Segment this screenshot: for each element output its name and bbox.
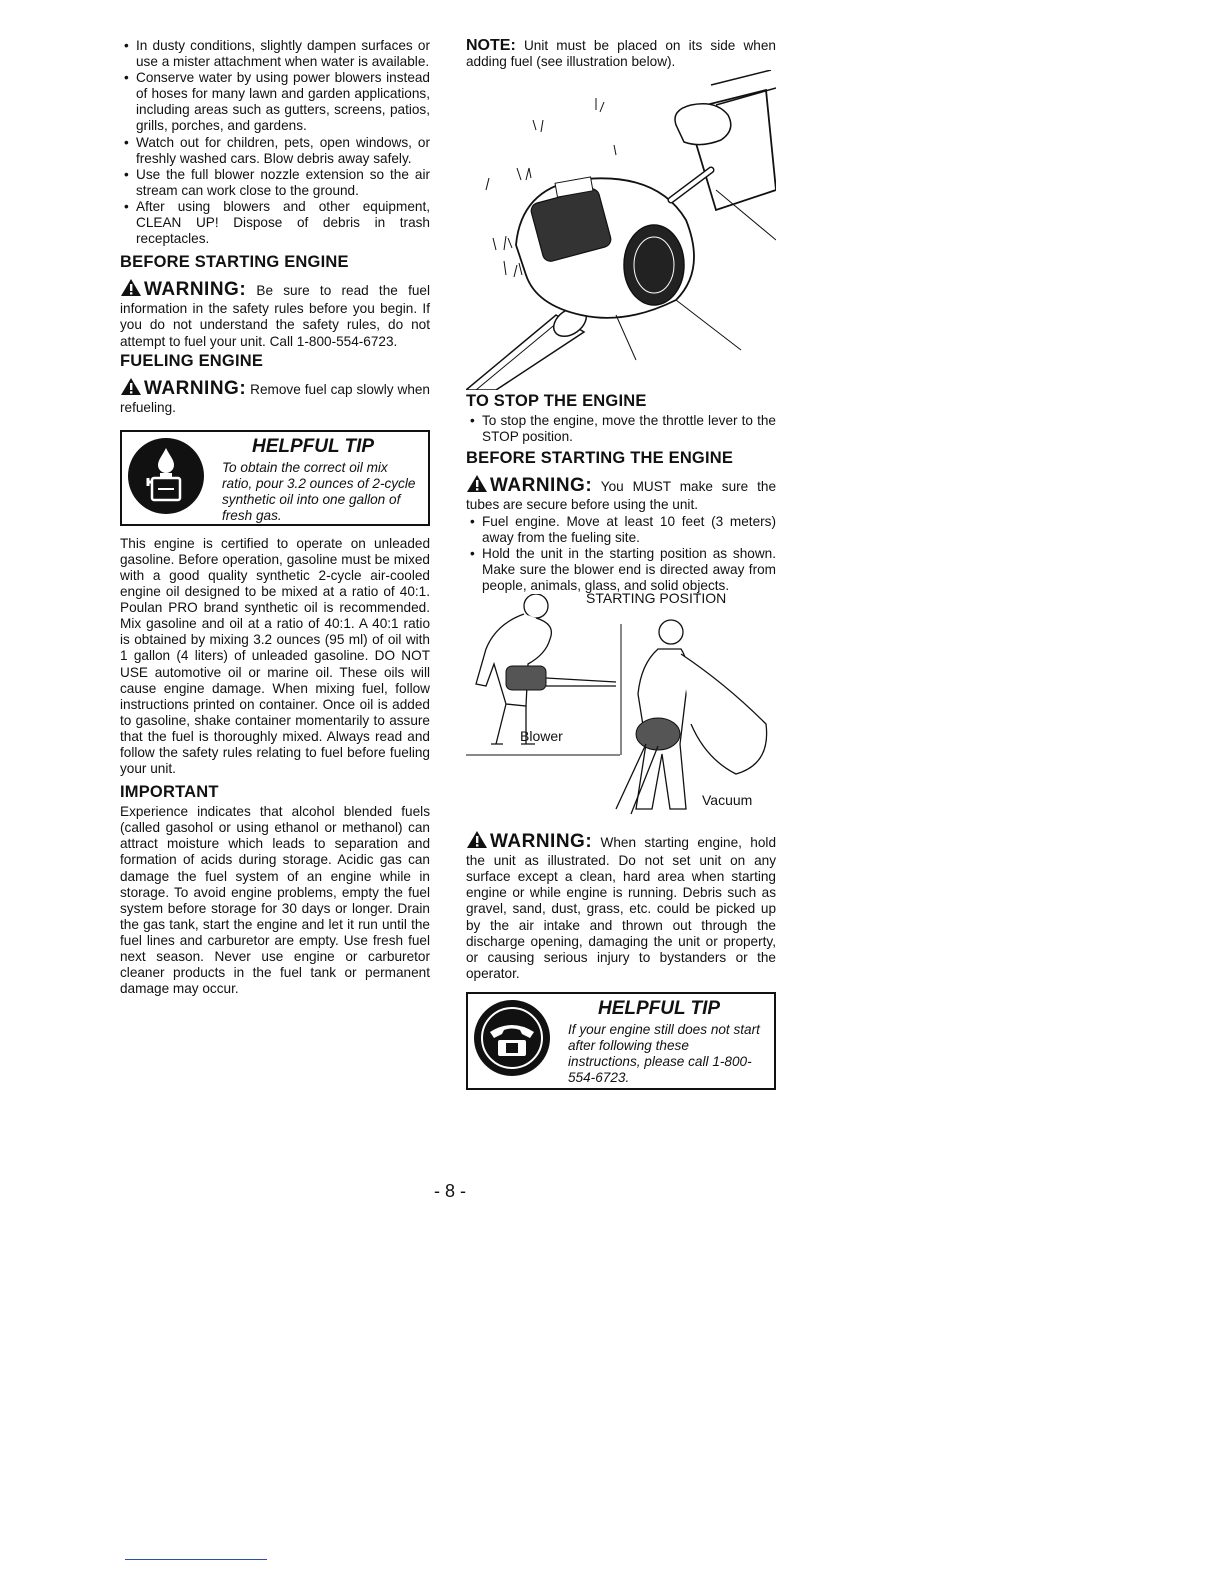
section-heading-stop: TO STOP THE ENGINE	[466, 392, 647, 411]
tip-text: To obtain the correct oil mix ratio, pour 3.2 ounces of 2-cycle synthetic oil into one gallon of fresh gas.	[222, 459, 416, 523]
helpful-tip-box	[120, 430, 430, 526]
section-heading-before-starting: BEFORE STARTING ENGINE	[120, 253, 349, 272]
warning-text: When starting engine, hold the unit as illustrated. Do not set unit on any surface except a clean, hard area when starting engine or while engine is running. Debris such as gravel, sand, dust, grass, etc. could be picked up by the air intake and thrown out through the discharge opening, damaging the unit or property, or causing serious injury to bystanders or the operator.	[466, 835, 777, 981]
tip-title: HELPFUL TIP	[252, 435, 375, 457]
list-item: • Use the full blower nozzle extension so the air stream can work close to the ground.	[136, 167, 430, 199]
footer-line	[125, 1559, 267, 1560]
note-block	[466, 38, 776, 70]
list-item: • Hold the unit in the starting position as shown. Make sure the blower end is directed away from people, animals, glass, and solid objects.	[482, 546, 776, 594]
stop-list	[466, 413, 776, 445]
warning-block	[120, 278, 430, 349]
warning-text: Remove fuel cap slowly when refueling.	[120, 381, 430, 415]
list-item: • Conserve water by using power blowers instead of hoses for many lawn and garden applications, including areas such as gutters, screens, patios, grills, porches, and gardens.	[136, 70, 430, 134]
warning-text: Be sure to read the fuel information in the safety rules before you begin. If you do not understand the safety rules, do not attempt to fuel your unit. Call 1-800-554-6723.	[120, 283, 430, 349]
warning-label: WARNING:	[490, 475, 593, 497]
engine-paragraph: This engine is certified to operate on unleaded gasoline. Before operation, gasoline must be mixed with a good quality synthetic 2-cycle air-cooled engine oil designed to be mixed at a ratio of 40:1. Poulan PRO brand synthetic oil is recommended. Mix gasoline and oil at a ratio of 40:1. A 40:1 ratio is obtained by mixing 3.2 ounces (95 ml) of oil with 1 gallon (4 liters) of unleaded gasoline. DO NOT USE automotive oil or marine oil. These oils will cause engine damage. When mixing fuel, follow instructions printed on container. Once oil is added to gasoline, shake container momentarily to assure that the fuel is thoroughly mixed. Always read and follow the safety rules relating to fuel before fueling your unit.	[120, 535, 430, 777]
page-number: - 8 -	[433, 1181, 466, 1201]
start-list	[466, 514, 776, 594]
tip-title: HELPFUL TIP	[598, 997, 721, 1019]
tips-list	[120, 38, 430, 247]
list-item: • In dusty conditions, slightly dampen surfaces or use a mister attachment when water is available.	[136, 38, 430, 70]
warning-triangle-icon	[120, 377, 142, 400]
section-heading-important: IMPORTANT	[120, 783, 219, 802]
figure-title: STARTING POSITION	[586, 590, 727, 607]
warning-text: You MUST make sure the tubes are secure before using the unit.	[466, 479, 776, 513]
figure-label-vacuum: Vacuum	[702, 792, 753, 809]
warning-block	[466, 830, 776, 982]
section-heading-before-starting-engine: BEFORE STARTING THE ENGINE	[466, 449, 734, 468]
warning-label: WARNING:	[144, 279, 247, 301]
note-label: NOTE:	[466, 37, 516, 54]
warning-triangle-icon	[120, 278, 142, 301]
right-column	[466, 38, 776, 1100]
figure-label-blower: Blower	[520, 728, 563, 745]
list-item: • After using blowers and other equipment, CLEAN UP! Dispose of debris in trash receptacles.	[136, 199, 430, 247]
important-paragraph: Experience indicates that alcohol blended fuels (called gasohol or using ethanol or methanol) can attract moisture which leads to separation and formation of acids during storage. Acidic gas can damage the fuel system of an engine while in storage. To avoid engine problems, empty the fuel system before storage for 30 days or longer. Drain the gas tank, start the engine and let it run until the fuel lines and carburetor are empty. Use fresh fuel next season. Never use engine or carburetor cleaner products in the fuel tank or permanent damage may occur.	[120, 804, 430, 997]
fueling-illustration	[466, 70, 776, 390]
oil-can-icon	[128, 438, 204, 514]
warning-triangle-icon	[466, 830, 488, 853]
warning-triangle-icon	[466, 474, 488, 497]
note-text: Unit must be placed on its side when adding fuel (see illustration below).	[466, 38, 776, 70]
warning-block	[120, 377, 430, 416]
warning-block	[466, 474, 776, 513]
left-column	[120, 38, 430, 997]
list-item: • Fuel engine. Move at least 10 feet (3 meters) away from the fueling site.	[482, 514, 776, 546]
tip-text: If your engine still does not start after following these instructions, please call 1-800-554-6723.	[568, 1021, 760, 1085]
warning-label: WARNING:	[490, 831, 593, 853]
starting-position-figure	[466, 590, 776, 826]
list-item: • To stop the engine, move the throttle lever to the STOP position.	[482, 413, 776, 445]
helpful-tip-box	[466, 992, 776, 1090]
warning-label: WARNING:	[144, 377, 247, 399]
list-item: • Watch out for children, pets, open windows, or freshly washed cars. Blow debris away safely.	[136, 135, 430, 167]
telephone-icon	[474, 1000, 550, 1076]
section-heading-fueling: FUELING ENGINE	[120, 351, 264, 370]
